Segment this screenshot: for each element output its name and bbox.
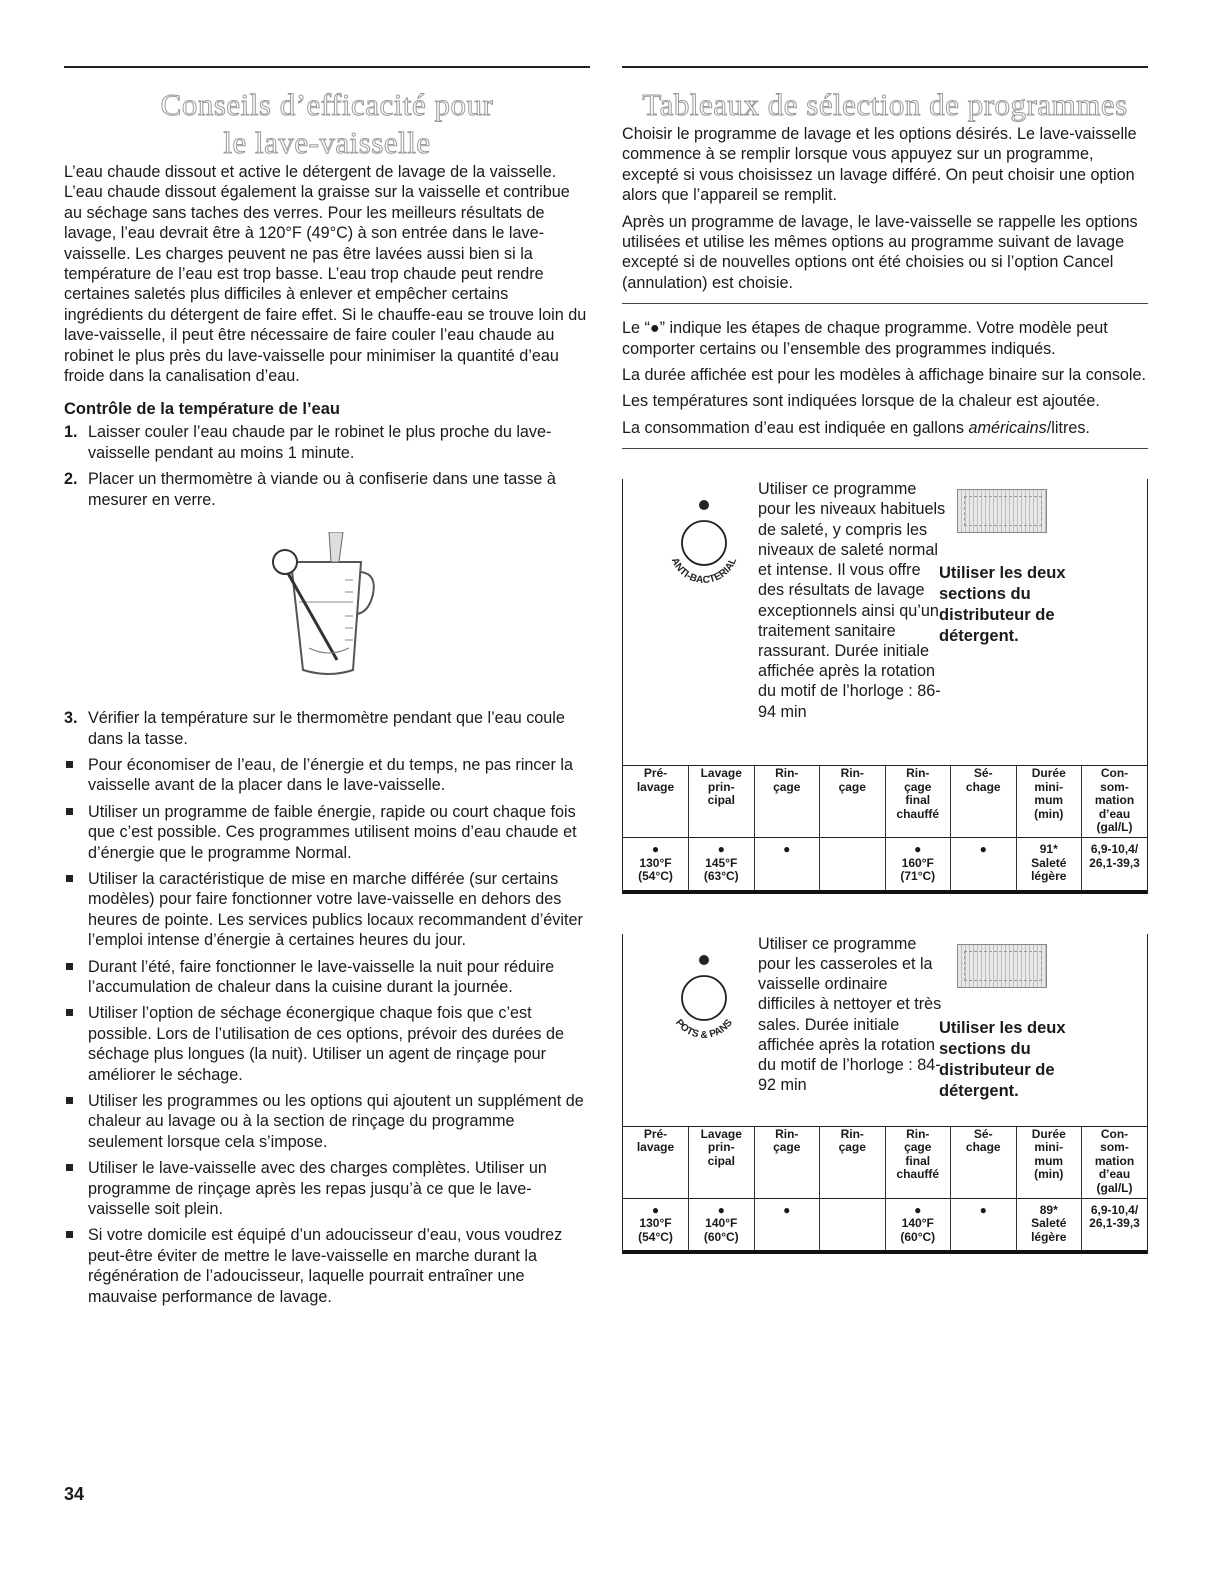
divider [622,448,1148,449]
table-cell: 89* Saleté légère [1016,1198,1082,1250]
table-header: Rin- çage final chauffé [885,766,951,838]
table-header: Sé- chage [951,1126,1017,1198]
anti-bacterial-button-icon [659,497,749,587]
program-card-pots-pans [622,934,1148,1255]
list-item: Utiliser un programme de faible énergie, rapide ou court chaque fois que c’est possible. Ces programmes utilisent moins d’eau chaude et d’énergie que le programme Normal. [64,802,590,863]
right-column [622,66,1148,1254]
table-header: Rin- çage [754,766,820,838]
table-cell: 6,9-10,4/ 26,1-39,3 [1082,1198,1148,1250]
step-item: 1. Laisser couler l’eau chaude par le robinet le plus proche du lave-vaisselle pendant au moins 1 minute. [64,423,552,462]
table-header: Durée mini- mum (min) [1016,766,1082,838]
table-header: Con- som- mation d’eau (gal/L) [1082,1126,1148,1198]
table-cell: ● 140°F (60°C) [689,1198,755,1250]
tips-bullet-list [64,755,590,1307]
detergent-advice: Utiliser les deux sections du distributeur de détergent. [939,564,1066,646]
water-temp-subheading: Contrôle de la température de l’eau [64,400,340,419]
tips-title-line2: le lave-vaisselle [223,125,431,160]
table-cell: 6,9-10,4/ 26,1-39,3 [1082,838,1148,890]
card-bottom-band [623,1250,1147,1254]
table-header: Pré- lavage [623,1126,689,1198]
table-header: Lavage prin- cipal [689,766,755,838]
table-header: Rin- çage final chauffé [885,1126,951,1198]
list-item: Durant l’été, faire fonctionner le lave-vaisselle la nuit pour réduire l’accumulation de chaleur dans la cuisine durant la journée. [64,957,590,998]
table-cell: ● [754,1198,820,1250]
thermometer-icon [269,532,389,682]
page-number: 34 [64,1484,85,1504]
table-cell: ● [951,838,1017,890]
table-cell: ● 140°F (60°C) [885,1198,951,1250]
table-header: Lavage prin- cipal [689,1126,755,1198]
table-cell: 91* Saleté légère [1016,838,1082,890]
cycle-table [623,1126,1147,1251]
step-item: 2. Placer un thermomètre à viande ou à confiserie dans une tasse à mesurer en verre. [64,470,556,509]
table-cell: ● 160°F (71°C) [885,838,951,890]
table-header: Sé- chage [951,766,1017,838]
memory-paragraph: Après un programme de lavage, le lave-vaisselle se rappelle les options utilisées et utilise les mêmes options au programme suivant de lavage excepté si de nouvelles options ont été choisies ou si l’option Cancel (annulation) est choisie. [622,212,1138,292]
binary-display-icon [957,944,1047,988]
cycle-table [623,765,1147,890]
card-bottom-band [623,890,1147,894]
binary-display-icon [957,489,1047,533]
list-item: Utiliser l’option de séchage éconergique chaque fois que c’est possible. Lors de l’utilisation de ces options, prévoir des durées de séchage plus longues (la nuit). Utiliser un agent de rinçage pour améliorer le séchage. [64,1003,590,1085]
table-header: Rin- çage [754,1126,820,1198]
list-item: Si votre domicile est équipé d’un adoucisseur d’eau, vous voudrez peut-être éviter de mettre le lave-vaisselle en marche durant la régénération de l’adoucisseur, laquelle pourrait entraîner une mauvaise performance de lavage. [64,1225,590,1307]
note-water: La consommation d’eau est indiquée en gallons américains/litres. [622,418,1090,437]
table-header: Pré- lavage [623,766,689,838]
note-duration: La durée affichée est pour les modèles à affichage binaire sur la console. [622,366,1147,385]
left-column [64,66,590,1313]
list-item: Pour économiser de l’eau, de l’énergie et du temps, ne pas rincer la vaisselle avant de la placer dans le lave-vaisselle. [64,755,590,796]
list-item: Utiliser le lave-vaisselle avec des charges complètes. Utiliser un programme de rinçage après les repas jusqu’à ce que le lave-vaisselle soit plein. [64,1158,590,1219]
program-card-anti-bacterial [622,479,1148,894]
table-cell: ● 145°F (63°C) [689,838,755,890]
table-cell [820,1198,886,1250]
table-header: Rin- çage [820,766,886,838]
table-cell: ● 130°F (54°C) [623,1198,689,1250]
list-item: Utiliser la caractéristique de mise en marche différée (sur certains modèles) pour faire fonctionner votre lave-vaisselle en dehors des heures de pointe. Les services publics locaux recommandent d’éviter l’emploi intense d’énergie à certaines heures du jour. [64,869,590,951]
table-cell: ● [951,1198,1017,1250]
steps-list [64,422,590,510]
detergent-advice: Utiliser les deux sections du distributeur de détergent. [939,1018,1066,1100]
pots-pans-button-icon [659,952,749,1042]
table-cell: ● 130°F (54°C) [623,838,689,890]
intro-paragraph: L’eau chaude dissout et active le détergent de lavage de la vaisselle. L’eau chaude dissout également la graisse sur la vaisselle et contribue au séchage sans taches des verres. Pour les meilleurs résultats de lavage, l’eau devrait être à 120°F (49°C) à son entrée dans le lave-vaisselle. Les charges peuvent ne pas être lavées aussi bien si la température de l’eau est trop basse. L’eau trop chaude peut rendre certaines saletés plus difficiles à enlever et empêcher certains ingrédients du détergent de faire effet. Si le chauffe-eau se trouve loin du lave-vaisselle, il peut être nécessaire de faire couler l’eau chaude au robinet le plus près du lave-vaisselle pour minimiser la quantité d’eau froide dans la canalisation d’eau. [64,163,587,386]
table-header: Rin- çage [820,1126,886,1198]
program-description: Utiliser ce programme pour les niveaux habituels de saleté, y compris les niveaux de saleté normal et intense. Il vous offre des résultats de lavage exceptionnels ainsi qu’un traitement sanitaire rassurant. Durée initiale affichée après la rotation du motif de l’horloge : 86-94 min [758,480,946,721]
table-cell: ● [754,838,820,890]
svg-text:POTS & PANS: POTS & PANS [673,1017,735,1041]
step-item: 3. Vérifier la température sur le thermomètre pendant que l’eau coule dans la tasse. [64,709,565,748]
table-header: Durée mini- mum (min) [1016,1126,1082,1198]
tips-title-line1: Conseils d’efficacité pour [160,87,494,122]
program-description: Utiliser ce programme pour les casseroles et la vaisselle ordinaire difficiles à nettoyer et très sales. Durée initiale affichée après la rotation du motif de l’horloge : 84-92 min [758,934,942,1095]
divider [622,303,1148,304]
thermometer-cup-illustration [64,532,590,692]
svg-text:ANTI-BACTERIAL: ANTI-BACTERIAL [668,556,740,587]
intro-paragraph: Choisir le programme de lavage et les options désirés. Le lave-vaisselle commence à se remplir lorsque vous appuyez sur un programme, excepté si vous choisissez un lavage différé. On peut choisir une option alors que l’appareil se remplit. [622,125,1137,205]
table-cell [820,838,886,890]
note-dot: Le “●” indique les étapes de chaque programme. Votre modèle peut comporter certains ou l’ensemble des programmes indiqués. [622,319,1108,358]
table-header: Con- som- mation d’eau (gal/L) [1082,766,1148,838]
note-temperature: Les températures sont indiquées lorsque de la chaleur est ajoutée. [622,392,1100,411]
cycle-charts-title: Tableaux de sélection de programmes [642,87,1128,122]
list-item: Utiliser les programmes ou les options qui ajoutent un supplément de chaleur au lavage ou à la section de rinçage du programme seulement lorsque cela s’impose. [64,1091,590,1152]
